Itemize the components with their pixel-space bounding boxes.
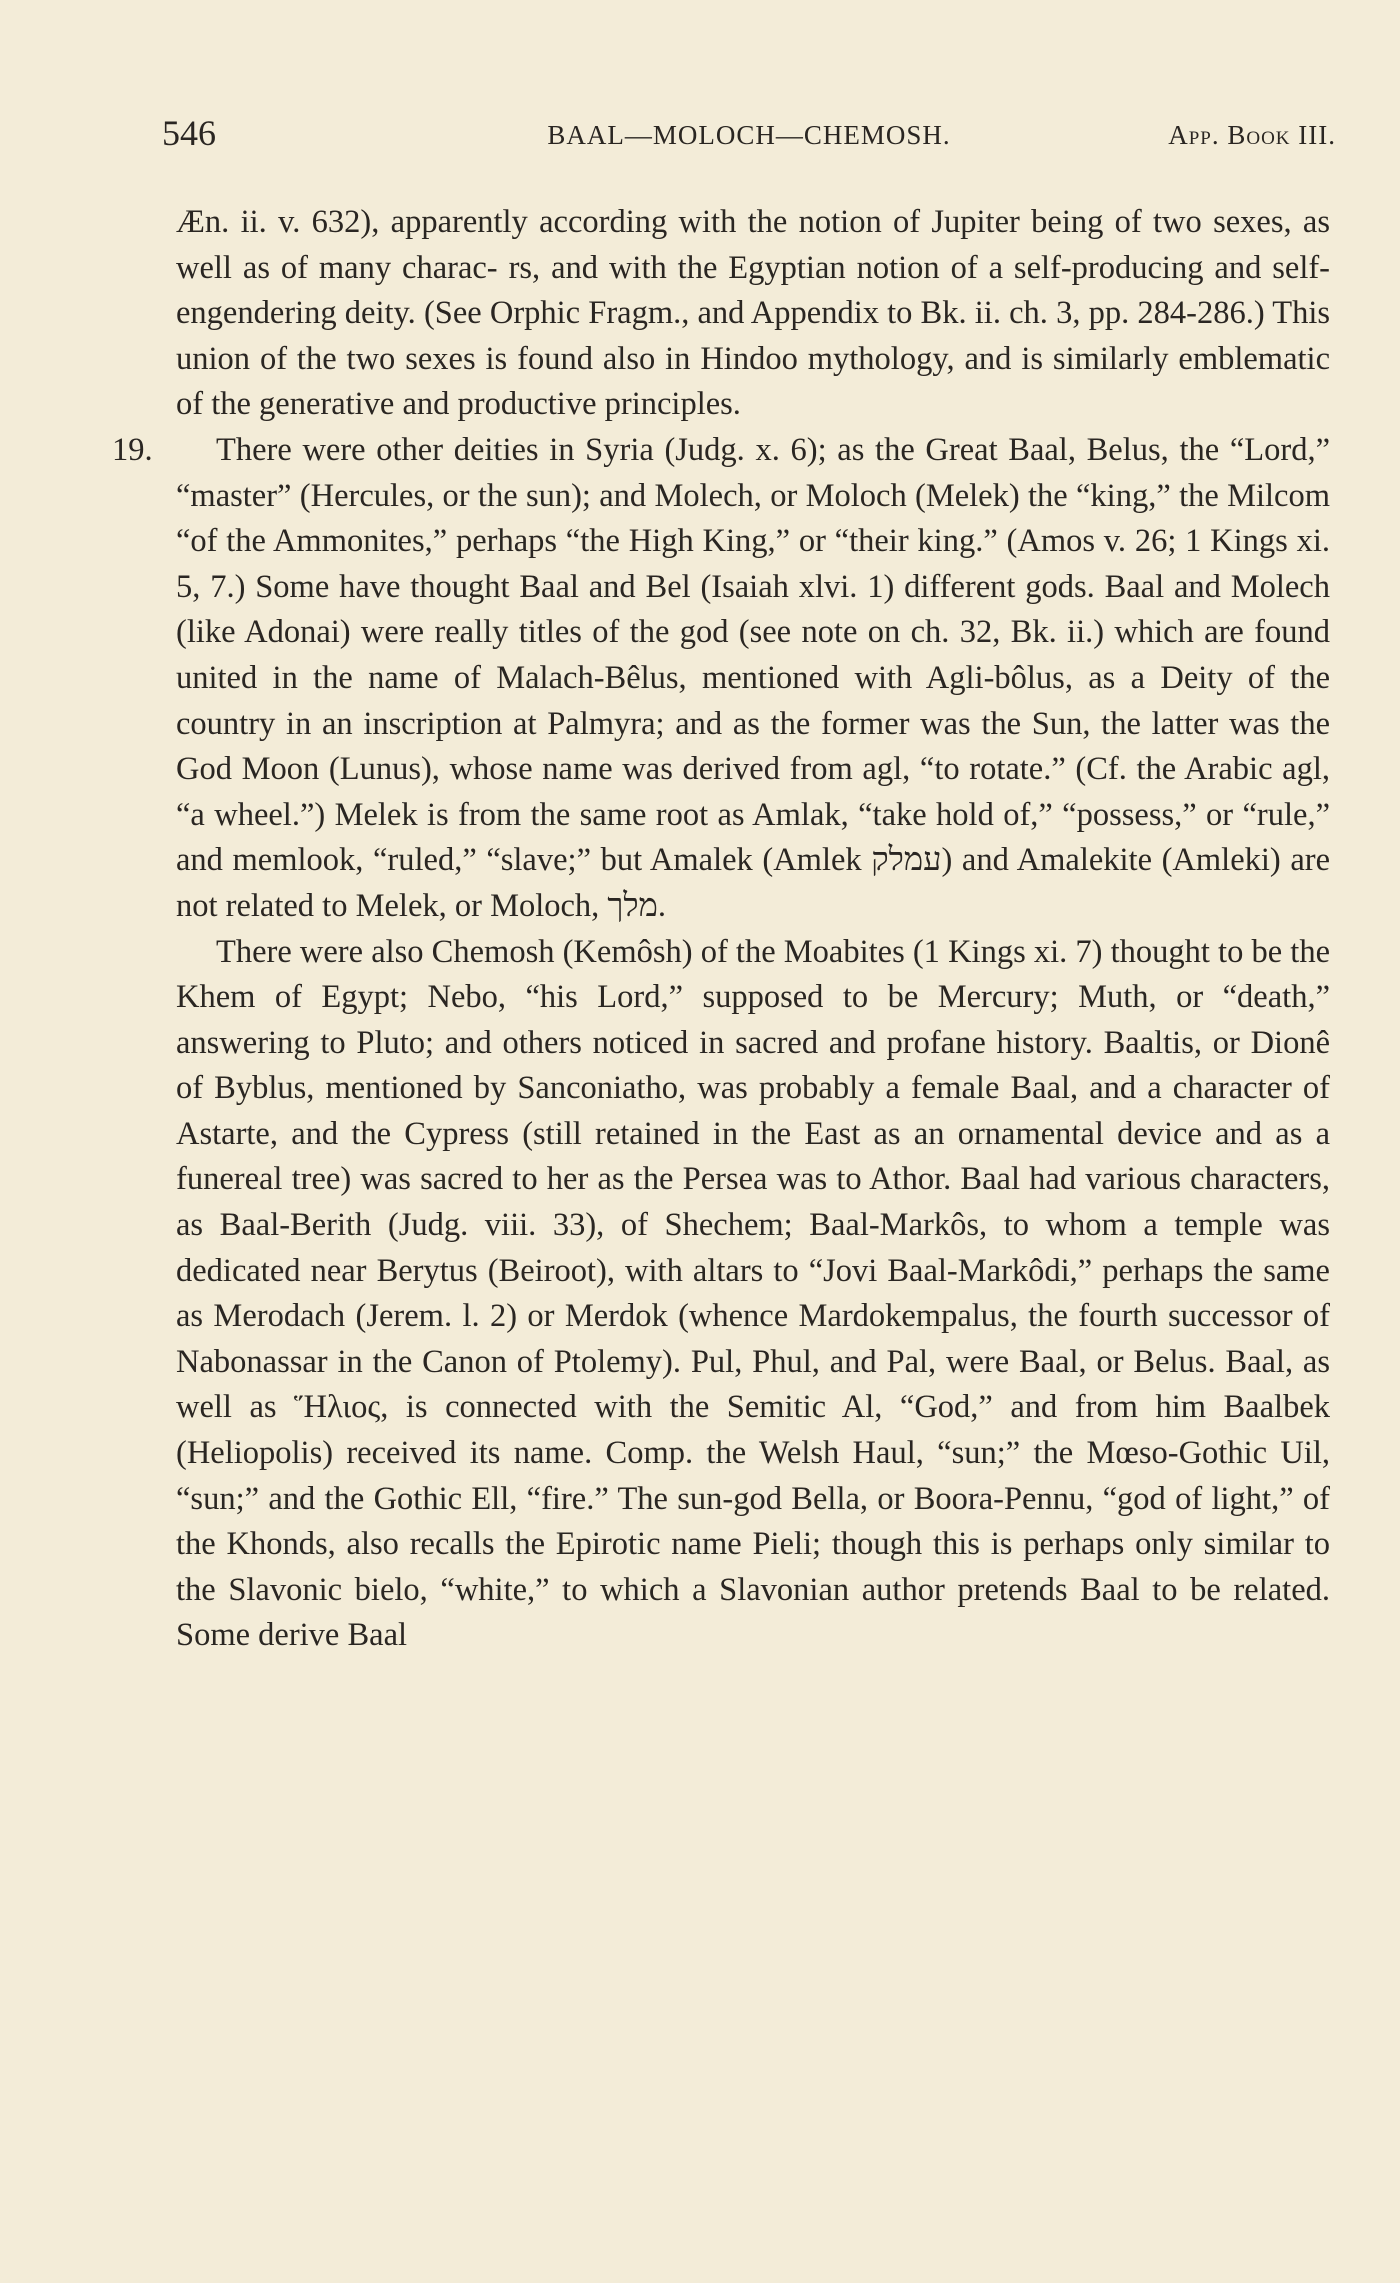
paragraph-chemosh: There were also Chemosh (Kemôsh) of the Moabites (1 Kings xi. 7) thought to be the Khem of Egypt; Nebo, “his Lord,” supposed to be Mercury; Muth, or “death,” answering to Pluto; and others noticed in sacred and profane history. Baaltis, or Dionê of Byblus, mentioned by Sanconiatho, was probably a female Baal, and a character of Astarte, and the Cypress (still retained in the East as an ornamental device and as a funereal tree) was sacred to her as the Persea was to Athor. Baal had various characters, as Baal-Berith (Judg. viii. 33), of Shechem; Baal-Markôs, to whom a temple was dedicated near Berytus (Beiroot), with altars to “Jovi Baal-Markôdi,” perhaps the same as Merodach (Jerem. l. 2) or Merdok (whence Mardokempalus, the fourth successor of Nabonassar in the Canon of Ptolemy). Pul, Phul, and Pal, were Baal, or Belus. Baal, as well as Ἥλιος, is connected with the Semitic Al, “God,” and from him Baalbek (Heliopolis) received its name. Comp. the Welsh Haul, “sun;” the Mœso-Gothic Uil, “sun;” and the Gothic Ell, “fire.” The sun-god Bella, or Boora-Pennu, “god of light,” of the Khonds, also recalls the Epirotic name Pieli; though this is perhaps only similar to the Slavonic bielo, “white,” to which a Slavonian author pretends Baal to be related. Some derive Baal [176, 933, 1330, 1654]
page-header [162, 112, 1336, 162]
paragraph-19 [112, 428, 1330, 930]
section-reference: App. Book III. [1168, 120, 1336, 150]
page-number: 546 [162, 113, 216, 153]
running-title: BAAL—MOLOCH—CHEMOSH. [547, 120, 951, 150]
paragraph-number: 19. [112, 431, 153, 468]
body-text [112, 200, 1330, 1659]
paragraph-text: There were other deities in Syria (Judg. x. 6); as the Great Baal, Belus, the “Lord,” “master” (Hercules, or the sun); and Molech, or Moloch (Melek) the “king,” the Milcom “of the Ammonites,” perhaps “the High King,” or “their king.” (Amos v. 26; 1 Kings xi. 5, 7.) Some have thought Baal and Bel (Isaiah xlvi. 1) different gods. Baal and Molech (like Adonai) were really titles of the god (see note on ch. 32, Bk. ii.) which are found united in the name of Malach-Bêlus, mentioned with Agli-bôlus, as a Deity of the country in an inscription at Palmyra; and as the former was the Sun, the latter was the God Moon (Lunus), whose name was derived from agl, “to rotate.” (Cf. the Arabic agl, “a wheel.”) Melek is from the same root as Amlak, “take hold of,” “possess,” or “rule,” and memlook, “ruled,” “slave;” but Amalek (Amlek עמלק) and Amalekite (Amleki) are not related to Melek, or Moloch, מלך. [176, 431, 1330, 924]
paragraph-continuation: Æn. ii. v. 632), apparently according with the notion of Jupiter being of two sexes, as well as of many charac‐ rs, and with the Egyptian notion of a self-producing and self-engendering deity. (See Orphic Fragm., and Appendix to Bk. ii. ch. 3, pp. 284-286.) This union of the two sexes is found also in Hindoo mythology, and is similarly emblematic of the generative and productive principles. [176, 204, 1330, 423]
